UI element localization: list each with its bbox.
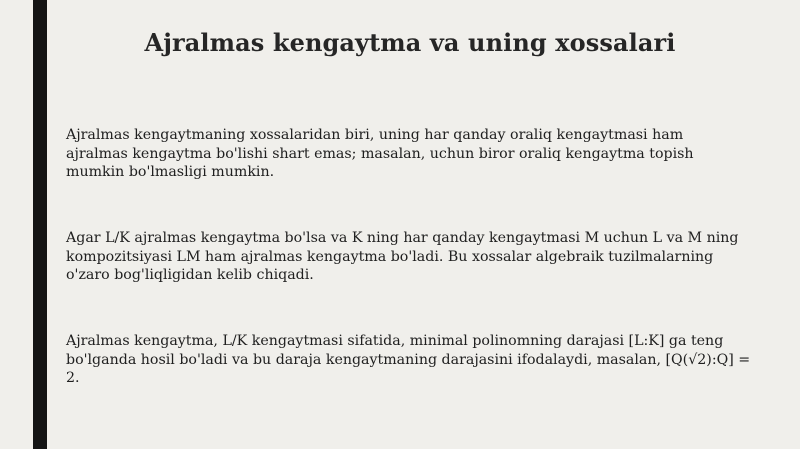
paragraph-2: Agar L/K ajralmas kengaytma bo'lsa va K ning har qanday kengaytmasi M uchun L va M ning kompozitsiyasi LM ham ajralmas kengaytma bo'ladi. Bu xossalar algebraik tuzilmalarning o'zaro bog'liqligidan kelib chiqadi. [66,230,739,283]
paragraph-1: Ajralmas kengaytmaning xossalaridan biri, uning har qanday oraliq kengaytmasi ham ajralmas kengaytma bo'lishi shart emas; masalan, uchun biror oraliq kengaytma topish mumkin bo'lmasligi mumkin. [66,127,694,180]
paragraph-3: Ajralmas kengaytma, L/K kengaytmasi sifatida, minimal polinomning darajasi [L:K] ga teng bo'lganda hosil bo'ladi va bu daraja kengaytmaning darajasini ifodalaydi, masalan, [Q(√2):Q] = 2. [66,333,751,386]
slide-title: Ajralmas kengaytma va uning xossalari [144,28,676,57]
left-accent-bar [33,0,47,449]
